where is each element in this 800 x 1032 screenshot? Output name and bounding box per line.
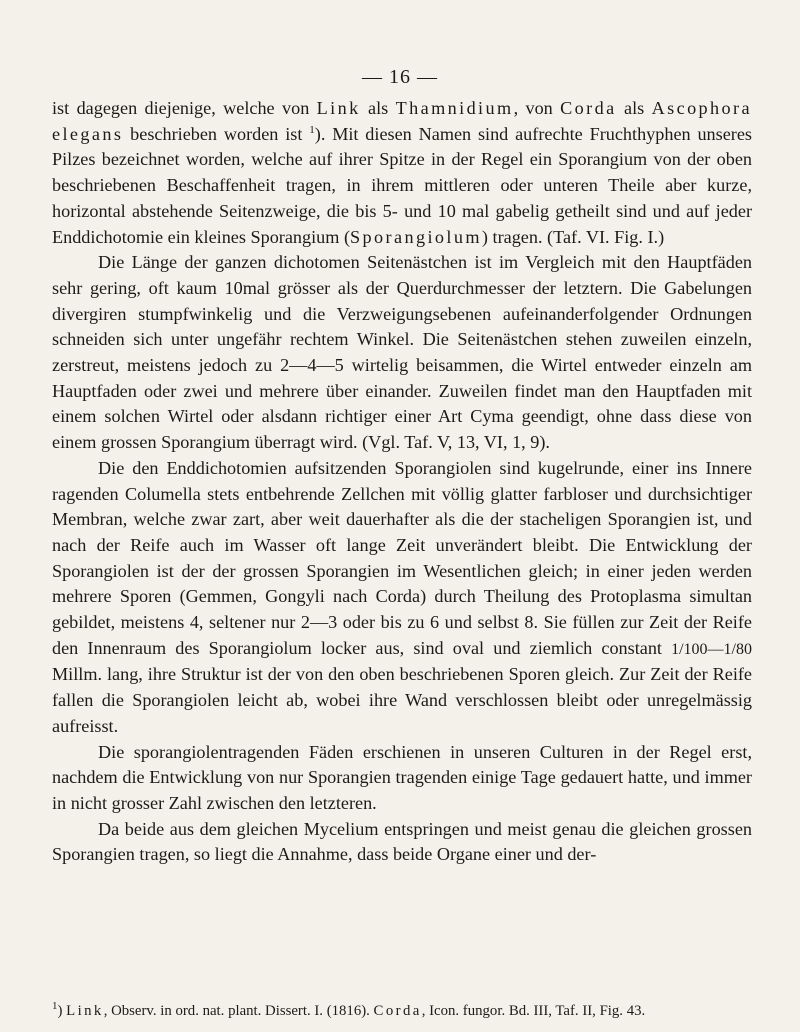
text-run: Die Länge der ganzen dichotomen Seitenästchen ist im Vergleich mit den Hauptfäden sehr gering, oft kaum 10mal grösser als der Querdurchmesser der letztern. Die Gabelungen divergiren stumpfwinkelig und die Verzweigungsebenen aufeinanderfolgender Ordnungen schneiden sich unter ungefähr rechtem Winkel. Die Seitenästchen stehen zuweilen einzeln, zerstreut, meistens jedoch zu 2—4—5 wirtelig beisammen, die Wirtel entweder einzeln am Hauptfaden oder zwei und mehrere über einander. Zuweilen findet man den Hauptfaden mit einem solchen Wirtel oder alsdann richtiger einer Art Cyma geendigt, ohne dass diese von einem grossen Sporangium überragt wird. (Vgl. Taf. V, 13, VI, 1, 9). xyxy=(52,252,752,453)
text-run: , Observ. in ord. nat. plant. Dissert. I. (1816). xyxy=(103,1003,374,1019)
text-run: als xyxy=(360,98,396,118)
page-number: — 16 — xyxy=(362,66,438,88)
paragraph-2 xyxy=(52,250,752,456)
text-run: Die den Enddichotomien aufsitzenden Sporangiolen sind kugelrunde, einer ins Innere ragenden Columella stets entbehrende Zellchen mit völlig glatter farbloser und durchsichtiger Membran, welche zwar zart, aber weit dauerhafter als die der stacheligen Sporangien ist, und nach der Reife auch im Wasser oft lange Zeit unverändert bleibt. Die Entwicklung der Sporangiolen ist der der grossen Sporangien im Wesentlichen gleich; in einer jeden werden mehrere Sporen (Gemmen, Gongyli nach Corda) durch Theilung des Protoplasma simultan gebildet, meistens 4, seltener nur 2—3 oder bis zu 6 und selbst 8. Sie füllen zur Zeit der Reife den Innenraum des Sporangiolum locker aus, sind oval und ziemlich constant xyxy=(52,457,752,658)
spaced-name: Thamnidium xyxy=(395,98,514,118)
text-run: ). Mit diesen Namen sind aufrechte Fruchthyphen unseres Pilzes bezeichnet worden, welche auf ihrer Spitze in der Regel ein Sporangium von der oben beschriebenen Beschaffenheit tragen, in ihrem mittleren oder unteren Theile aber kurze, horizontal abstehende Seitenzweige, die bis 5- und 10 mal gabelig getheilt sind und auf jeder Enddichotomie ein kleines Sporangium ( xyxy=(52,123,752,247)
spaced-name: Corda xyxy=(560,98,617,118)
text-run: ) xyxy=(57,1003,67,1019)
text-run: beschrieben worden ist xyxy=(123,123,310,144)
spaced-name: Link xyxy=(316,98,361,118)
text-run: Die sporangiolentragenden Fäden erschienen in unseren Culturen in der Regel erst, nachdem die Entwicklung von nur Sporangien tragenden einige Tage gedauert hatte, und immer in nicht grosser Zahl zwischen den letzteren. xyxy=(52,741,752,813)
paragraph-1 xyxy=(52,96,752,250)
text-run: Da beide aus dem gleichen Mycelium entspringen und meist genau die gleichen grossen Sporangien tragen, so liegt die Annahme, dass beide Organe einer und der- xyxy=(52,818,752,865)
spaced-name: Sporangiolum xyxy=(350,226,482,247)
text-run: , von xyxy=(513,98,561,118)
paragraph-3 xyxy=(52,456,752,740)
footnote-marker: 1 xyxy=(52,1000,58,1013)
text-run: als xyxy=(616,98,652,118)
body-text xyxy=(52,96,752,868)
text-run: Millm. lang, ihre Struktur ist der von den oben beschriebenen Sporen gleich. Zur Zeit der Reife fallen die Sporangiolen leicht ab, wobei ihre Wand verschlossen bleibt oder unregelmässig aufreisst. xyxy=(52,664,752,736)
text-run: , Icon. fungor. Bd. III, Taf. II, Fig. 43. xyxy=(421,1003,646,1019)
footnote-marker: 1 xyxy=(309,123,315,136)
measurement-fraction: 1/100—1/80 xyxy=(671,640,752,658)
spaced-name: Link xyxy=(66,1003,104,1019)
text-run: ) tragen. (Taf. VI. Fig. I.) xyxy=(481,226,665,247)
paragraph-4 xyxy=(52,740,752,817)
footnote xyxy=(52,1000,752,1022)
spaced-name: Ascophora elegans xyxy=(52,98,752,144)
spaced-name: Corda xyxy=(373,1003,422,1019)
paragraph-5 xyxy=(52,817,752,868)
text-run: ist dagegen diejenige, welche von xyxy=(52,98,317,118)
